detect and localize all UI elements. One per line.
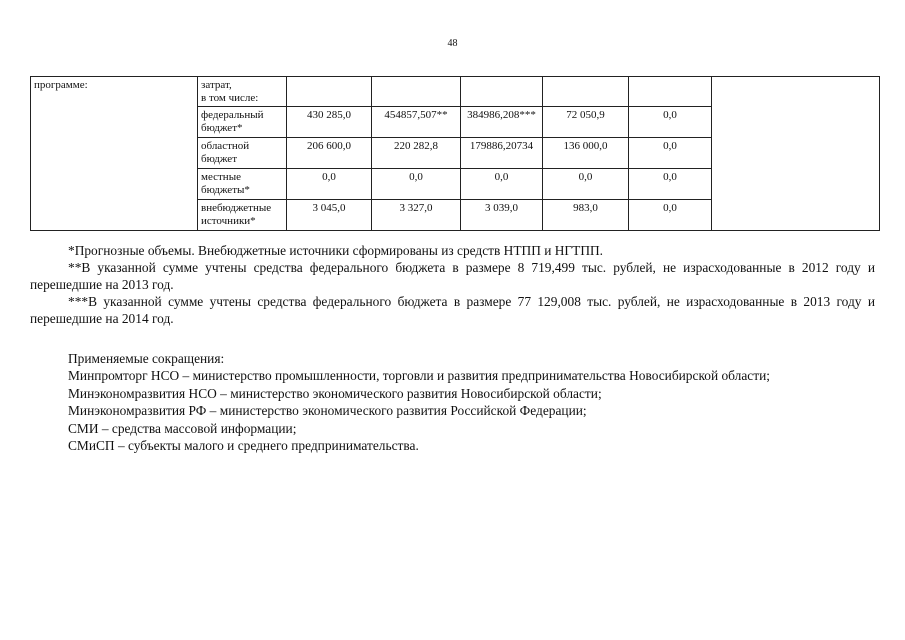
row-label-text: федеральный бюджет* <box>201 109 264 134</box>
table-cell: 430 285,0 <box>287 107 372 138</box>
program-cell: программе: <box>31 77 198 231</box>
footnote-estimated-volumes: *Прогнозные объемы. Внебюджетные источники сформированы из средств НТПП и НГТПП. <box>68 243 604 258</box>
abbreviation-item: СМИ – средства массовой информации; <box>68 420 297 436</box>
budget-table <box>30 76 880 231</box>
row-label <box>198 107 287 138</box>
row-label <box>198 138 287 169</box>
row-label <box>198 169 287 200</box>
table-cell: 0,0 <box>543 169 629 200</box>
table-cell: 72 050,9 <box>543 107 629 138</box>
table-cell: 220 282,8 <box>372 138 461 169</box>
abbreviations-section <box>68 350 888 454</box>
table-cell: 3 039,0 <box>461 200 543 231</box>
table-cell <box>372 77 461 107</box>
row-label <box>198 200 287 231</box>
abbreviations-heading: Применяемые сокращения: <box>68 351 225 366</box>
abbreviation-item: Минэкономразвития НСО – министерство экономического развития Новосибирской области; <box>68 385 602 401</box>
row-label-text: областной бюджет <box>201 140 250 165</box>
row-label-text: внебюджетные источники* <box>201 202 272 227</box>
table-cell: 0,0 <box>461 169 543 200</box>
page-number: 48 <box>447 38 458 49</box>
footnotes <box>30 242 875 327</box>
table-cell: 206 600,0 <box>287 138 372 169</box>
abbreviation-item: СМиСП – субъекты малого и среднего предпринимательства. <box>68 438 419 454</box>
table-cell: 3 045,0 <box>287 200 372 231</box>
table-cell: 384986,208*** <box>461 107 543 138</box>
empty-cell <box>712 77 880 231</box>
table-cell <box>543 77 629 107</box>
table-cell: 0,0 <box>629 169 712 200</box>
table-row <box>31 77 880 107</box>
table-cell: 0,0 <box>629 200 712 231</box>
row-label <box>198 77 287 107</box>
abbreviation-item: Минэкономразвития РФ – министерство экономического развития Российской Федерации; <box>68 403 587 419</box>
row-label-text: местные бюджеты* <box>201 171 250 196</box>
footnote-2014-federal: ***В указанной сумме учтены средства федерального бюджета в размере 77 129,008 тыс. рублей, не израсходованные в 2013 году и перешедшие на 2014 год. <box>30 294 875 326</box>
table-cell <box>629 77 712 107</box>
abbreviation-item: Минпромторг НСО – министерство промышленности, торговли и развития предпринимательства Новосибирской области; <box>68 368 770 384</box>
table-cell: 3 327,0 <box>372 200 461 231</box>
table-cell <box>461 77 543 107</box>
row-label-text: затрат, в том числе: <box>201 79 259 104</box>
table-cell: 454857,507** <box>372 107 461 138</box>
table-cell: 179886,20734 <box>461 138 543 169</box>
footnote-2013-federal: **В указанной сумме учтены средства федерального бюджета в размере 8 719,499 тыс. рублей, не израсходованные в 2012 году и перешедшие на 2013 год. <box>30 260 875 292</box>
table-cell: 136 000,0 <box>543 138 629 169</box>
table-cell: 0,0 <box>629 107 712 138</box>
table-cell: 983,0 <box>543 200 629 231</box>
table-cell: 0,0 <box>629 138 712 169</box>
table-cell <box>287 77 372 107</box>
table-cell: 0,0 <box>372 169 461 200</box>
table-cell: 0,0 <box>287 169 372 200</box>
